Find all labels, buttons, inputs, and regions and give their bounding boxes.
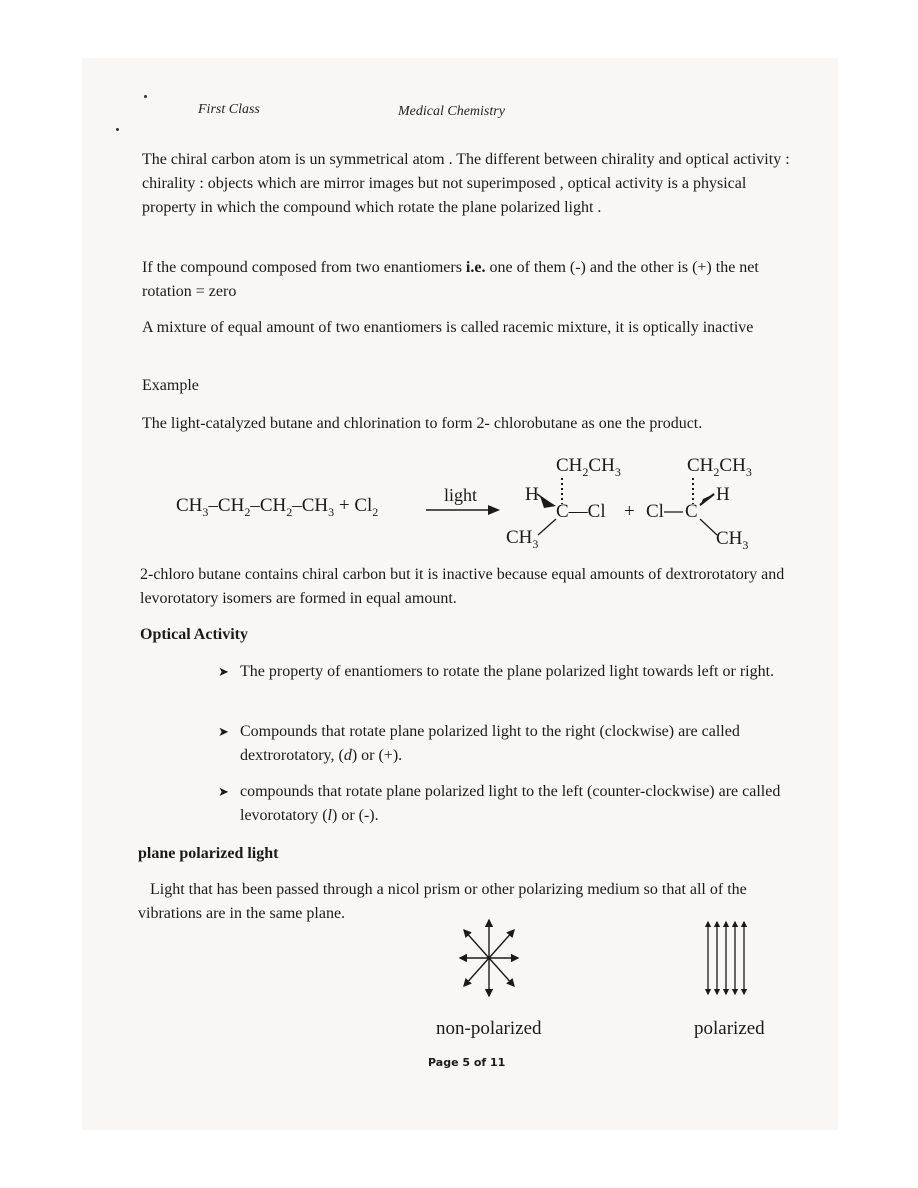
paragraph-net-rotation-a: If the compound composed from two enantiomers [142, 259, 466, 276]
arrow-label: light [444, 485, 478, 505]
paragraph-reaction-intro: The light-catalyzed butane and chlorination to form 2- chlorobutane as one the product. [142, 415, 703, 432]
bullet-text-a: Compounds that rotate plane polarized light to the right (clockwise) are called dextrorotatory, ( [240, 723, 740, 764]
paragraph-net-rotation-b: one of them (-) and the other is (+) the net rotation = zero [142, 259, 759, 300]
polarized-diagram [700, 918, 756, 998]
bullet-text-italic: d [343, 747, 352, 764]
bullet-text-b: ) or (+). [351, 747, 403, 764]
enantiomer-1-core: C—Cl [556, 501, 606, 522]
bullet-text: The property of enantiomers to rotate the plane polarized light towards left or right. [240, 663, 775, 680]
enantiomer-1-top: $CH_2CH_3$ [556, 455, 621, 479]
label-polarized: polarized [694, 1018, 765, 1039]
heading-optical-activity: Optical Activity [140, 626, 248, 643]
bullet-arrow-icon: ➤ [218, 724, 229, 739]
paragraph-racemic: A mixture of equal amount of two enantiomers is called racemic mixture, it is optically inactive [142, 319, 754, 336]
enantiomer-2-c: C [685, 501, 698, 522]
header-left: First Class [198, 102, 260, 117]
enantiomer-2-top: $CH_2CH_3$ [687, 455, 752, 479]
paragraph-chirality: The chiral carbon atom is un symmetrical atom . The different between chirality and optical activity : chirality : objects which are mirror images but not superimposed , optical activity is a physical property in which the compound which rotate the plane polarized light . [142, 151, 790, 216]
bullet-text [240, 720, 785, 768]
paragraph-plane-polarized: Light that has been passed through a nicol prism or other polarizing medium so that all of the vibrations are in the same plane. [138, 881, 747, 922]
enantiomer-1-h: H [525, 484, 539, 505]
heading-plane-polarized-light: plane polarized light [138, 845, 279, 862]
enantiomer-2-methyl: $CH_3$ [716, 528, 749, 552]
paragraph-inactive: 2-chloro butane contains chiral carbon but it is inactive because equal amounts of dextrorotatory and levorotatory isomers are formed in equal amount. [140, 566, 785, 607]
paragraph-example: Example [142, 377, 199, 394]
butane-formula: $CH_3-CH_2-CH_2-CH_3 + Cl_2$ [176, 495, 379, 519]
enantiomer-2-h: H [716, 484, 730, 505]
enantiomer-1-methyl: $CH_3$ [506, 527, 539, 551]
bullet-text [240, 780, 785, 828]
page-number: Page 5 of 11 [428, 1056, 506, 1069]
paragraph-net-rotation-bold: i.e. [465, 259, 486, 276]
header-right: Medical Chemistry [398, 104, 505, 119]
bullet-text-italic: l [327, 807, 332, 824]
label-non-polarized: non-polarized [436, 1018, 542, 1039]
bullet-text-a: compounds that rotate plane polarized light to the left (counter-clockwise) are called levorotatory ( [240, 783, 781, 824]
bullet-text-b: ) or (-). [331, 807, 379, 824]
non-polarized-diagram [456, 916, 522, 1000]
plus-sign: + [624, 501, 635, 522]
bullet-arrow-icon: ➤ [218, 784, 229, 799]
enantiomer-2-cl: Cl [646, 501, 664, 522]
bullet-arrow-icon: ➤ [218, 664, 229, 679]
